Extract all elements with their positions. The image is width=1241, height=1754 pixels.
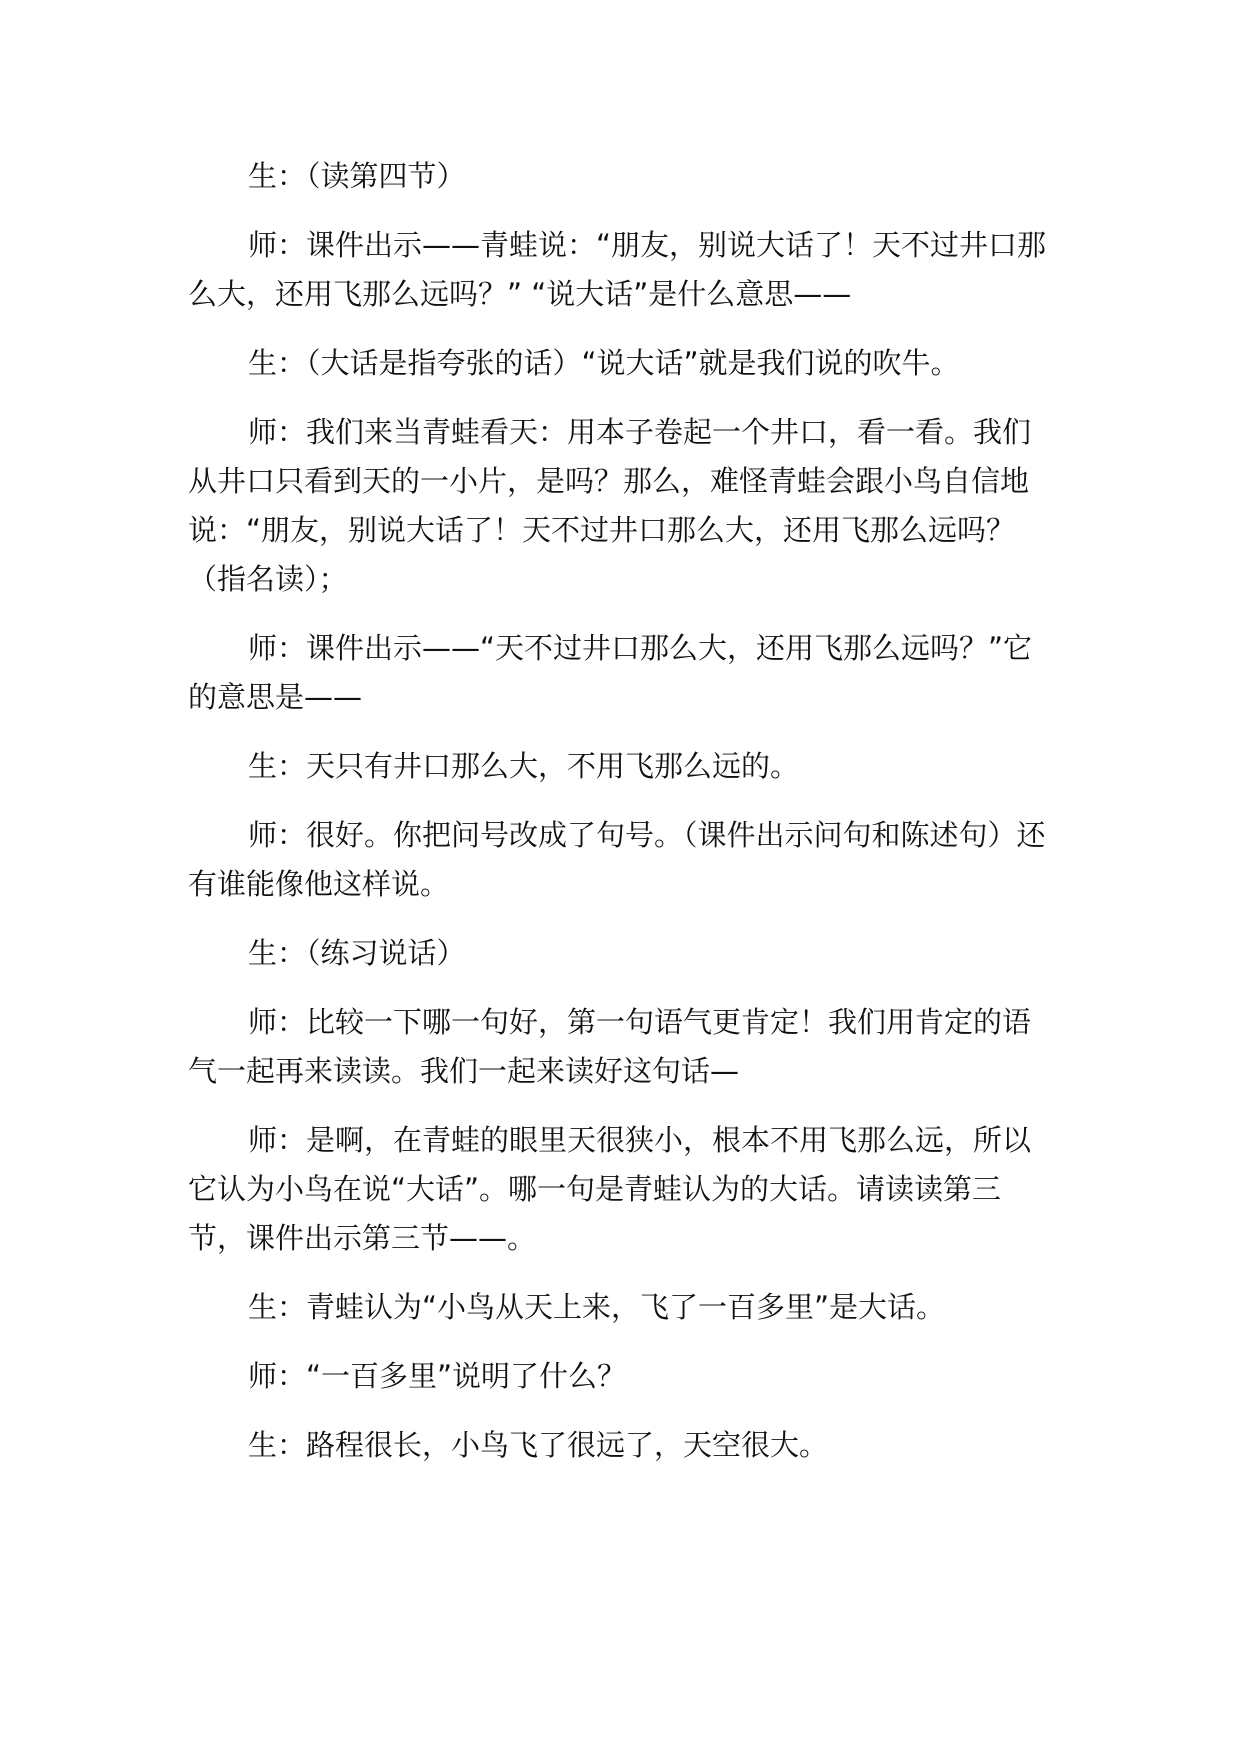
- paragraph-student-big-talk-meaning: 生：（大话是指夸张的话）“说大话”就是我们说的吹牛。: [248, 346, 960, 380]
- paragraph-student-read-section-four: 生：（读第四节）: [248, 159, 466, 193]
- paragraph-teacher-frog-eyes-narrow-sky: 师：是啊，在青蛙的眼里天很狭小，根本不用飞那么远，所以它认为小鸟在说“大话”。哪一句是青蛙认为的大话。请读读第三节，课件出示第三节——。: [188, 1123, 1032, 1255]
- paragraph-teacher-look-at-sky: 师：我们来当青蛙看天：用本子卷起一个井口，看一看。我们从井口只看到天的一小片，是吗？那么，难怪青蛙会跟小鸟自信地说：“朋友，别说大话了！天不过井口那么大，还用飞那么远吗？（指名读）；: [188, 415, 1032, 596]
- paragraph-teacher-hundred-li: 师：“一百多里”说明了什么？: [248, 1359, 627, 1393]
- paragraph-student-long-journey: 生：路程很长，小鸟飞了很远了，天空很大。: [248, 1428, 829, 1462]
- paragraph-teacher-sentence-meaning: 师：课件出示——“天不过井口那么大，还用飞那么远吗？”它的意思是——: [188, 631, 1033, 714]
- paragraph-teacher-question-to-statement: 师：很好。你把问号改成了句号。（课件出示问句和陈述句）还有谁能像他这样说。: [188, 818, 1046, 901]
- paragraph-teacher-frog-says: 师：课件出示——青蛙说：“朋友，别说大话了！天不过井口那么大，还用飞那么远吗？” “说大话”是什么意思——: [188, 228, 1047, 311]
- paragraph-student-frog-thinks-big-talk: 生：青蛙认为“小鸟从天上来，飞了一百多里”是大话。: [248, 1290, 946, 1324]
- paragraph-student-sky-as-big-as-well: 生：天只有井口那么大，不用飞那么远的。: [248, 749, 800, 783]
- paragraph-student-practice-speaking: 生：（练习说话）: [248, 936, 466, 970]
- document-body: [188, 152, 1048, 1490]
- paragraph-teacher-compare-sentences: 师：比较一下哪一句好，第一句语气更肯定！我们用肯定的语气一起再来读读。我们一起来读好这句话—: [188, 1005, 1032, 1088]
